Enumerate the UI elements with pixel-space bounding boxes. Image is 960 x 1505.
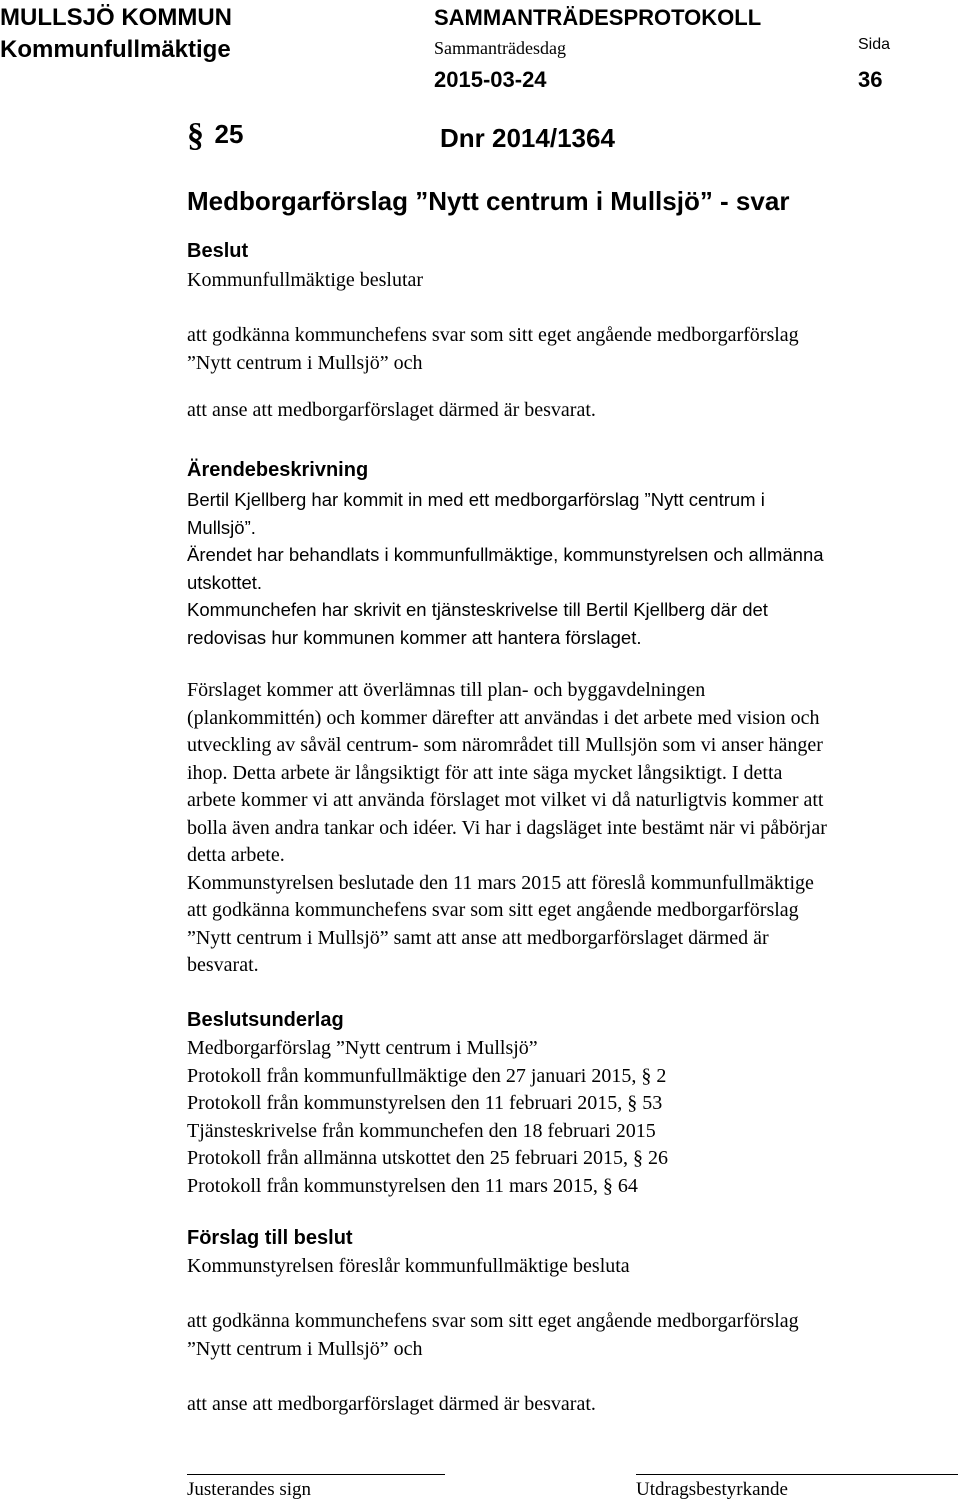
page-number: 36 — [858, 67, 883, 92]
body-line: bolla även andra tankar och idéer. Vi har i dagsläget inte bestämt när vi påbörjar — [187, 816, 827, 839]
body-name: Kommunfullmäktige — [0, 36, 231, 63]
arendebeskrivning-intro — [187, 486, 957, 652]
arendebeskrivning-heading: Ärendebeskrivning — [187, 459, 369, 481]
list-item: Protokoll från kommunstyrelsen den 11 mars 2015, § 64 — [187, 1174, 638, 1197]
paragraph-number-row — [187, 117, 243, 155]
beslut-line: att anse att medborgarförslaget därmed är besvarat. — [187, 399, 596, 421]
municipality-name: MULLSJÖ KOMMUN — [0, 4, 232, 31]
list-item: Protokoll från allmänna utskottet den 25 februari 2015, § 26 — [187, 1147, 669, 1169]
beslutsunderlag-heading: Beslutsunderlag — [187, 1009, 344, 1031]
meeting-date: 2015-03-24 — [434, 67, 547, 92]
forslag-line — [187, 1363, 957, 1391]
forslag-text — [187, 1253, 957, 1418]
page-label: Sida — [858, 36, 891, 53]
intro-line: Ärendet har behandlats i kommunfullmäktige, kommunstyrelsen och allmänna — [187, 544, 824, 566]
protocol-title: SAMMANTRÄDESPROTOKOLL — [434, 5, 762, 30]
beslutsunderlag-list — [187, 1035, 957, 1200]
forslag-line: ”Nytt centrum i Mullsjö” och — [187, 1337, 423, 1360]
body-line: detta arbete. — [187, 844, 285, 866]
list-item: Protokoll från kommunstyrelsen den 11 februari 2015, § 53 — [187, 1092, 663, 1114]
beslut-line — [187, 377, 957, 397]
section-sign: § — [187, 117, 204, 154]
paragraph-number: 25 — [214, 119, 244, 149]
body-line: Förslaget kommer att överlämnas till plan- och byggavdelningen — [187, 679, 706, 701]
beslut-line — [187, 295, 957, 323]
forslag-line: att godkänna kommunchefens svar som sitt eget angående medborgarförslag — [187, 1310, 799, 1332]
body-line: utveckling av såväl centrum- som närområdet till Mullsjön som vi anser hänger — [187, 734, 823, 756]
forslag-line — [187, 1281, 957, 1309]
body-line: ihop. Detta arbete är långsiktigt för att inte säga mycket långsiktigt. I detta — [187, 761, 783, 784]
beslut-heading: Beslut — [187, 240, 249, 262]
beslut-line: ”Nytt centrum i Mullsjö” och — [187, 351, 423, 374]
body-line: ”Nytt centrum i Mullsjö” samt att anse att medborgarförslaget därmed är — [187, 926, 769, 949]
list-item: Medborgarförslag ”Nytt centrum i Mullsjö” — [187, 1037, 538, 1059]
intro-line: Bertil Kjellberg har kommit in med ett medborgarförslag ”Nytt centrum i — [187, 489, 765, 510]
forslag-heading: Förslag till beslut — [187, 1227, 353, 1249]
list-item: Protokoll från kommunfullmäktige den 27 januari 2015, § 2 — [187, 1064, 667, 1087]
intro-line: redovisas hur kommunen kommer att hantera förslaget. — [187, 626, 642, 648]
utdragsbestyrkande-label: Utdragsbestyrkande — [636, 1479, 788, 1500]
forslag-line: Kommunstyrelsen föreslår kommunfullmäktige besluta — [187, 1255, 630, 1277]
beslut-line: att godkänna kommunchefens svar som sitt eget angående medborgarförslag — [187, 324, 799, 346]
body-line: besvarat. — [187, 954, 259, 976]
intro-line: utskottet. — [187, 571, 263, 593]
paragraph-title: Medborgarförslag ”Nytt centrum i Mullsjö” - svar — [187, 186, 790, 216]
beslut-text — [187, 267, 957, 425]
forslag-line: att anse att medborgarförslaget därmed är besvarat. — [187, 1392, 596, 1415]
signature-line-left — [187, 1474, 445, 1475]
list-item: Tjänsteskrivelse från kommunchefen den 18 februari 2015 — [187, 1119, 656, 1142]
body-line: (plankommittén) och kommer därefter att användas i det arbete med vision och — [187, 706, 820, 729]
arendebeskrivning-body — [187, 677, 957, 980]
body-line: att godkänna kommunchefens svar som sitt eget angående medborgarförslag — [187, 899, 799, 921]
intro-line: Mullsjö”. — [187, 516, 256, 538]
intro-line: Kommunchefen har skrivit en tjänsteskrivelse till Bertil Kjellberg där det — [187, 599, 768, 621]
justerandes-sign-label: Justerandes sign — [187, 1479, 312, 1500]
beslut-line: Kommunfullmäktige beslutar — [187, 269, 424, 291]
body-line: Kommunstyrelsen beslutade den 11 mars 2015 att föreslå kommunfullmäktige — [187, 871, 814, 894]
meeting-date-label: Sammanträdesdag — [434, 38, 566, 58]
diary-number: Dnr 2014/1364 — [440, 123, 615, 153]
body-line: arbete kommer vi att använda förslaget mot vilket vi då naturligtvis kommer att — [187, 789, 824, 811]
signature-line-right — [636, 1474, 958, 1475]
